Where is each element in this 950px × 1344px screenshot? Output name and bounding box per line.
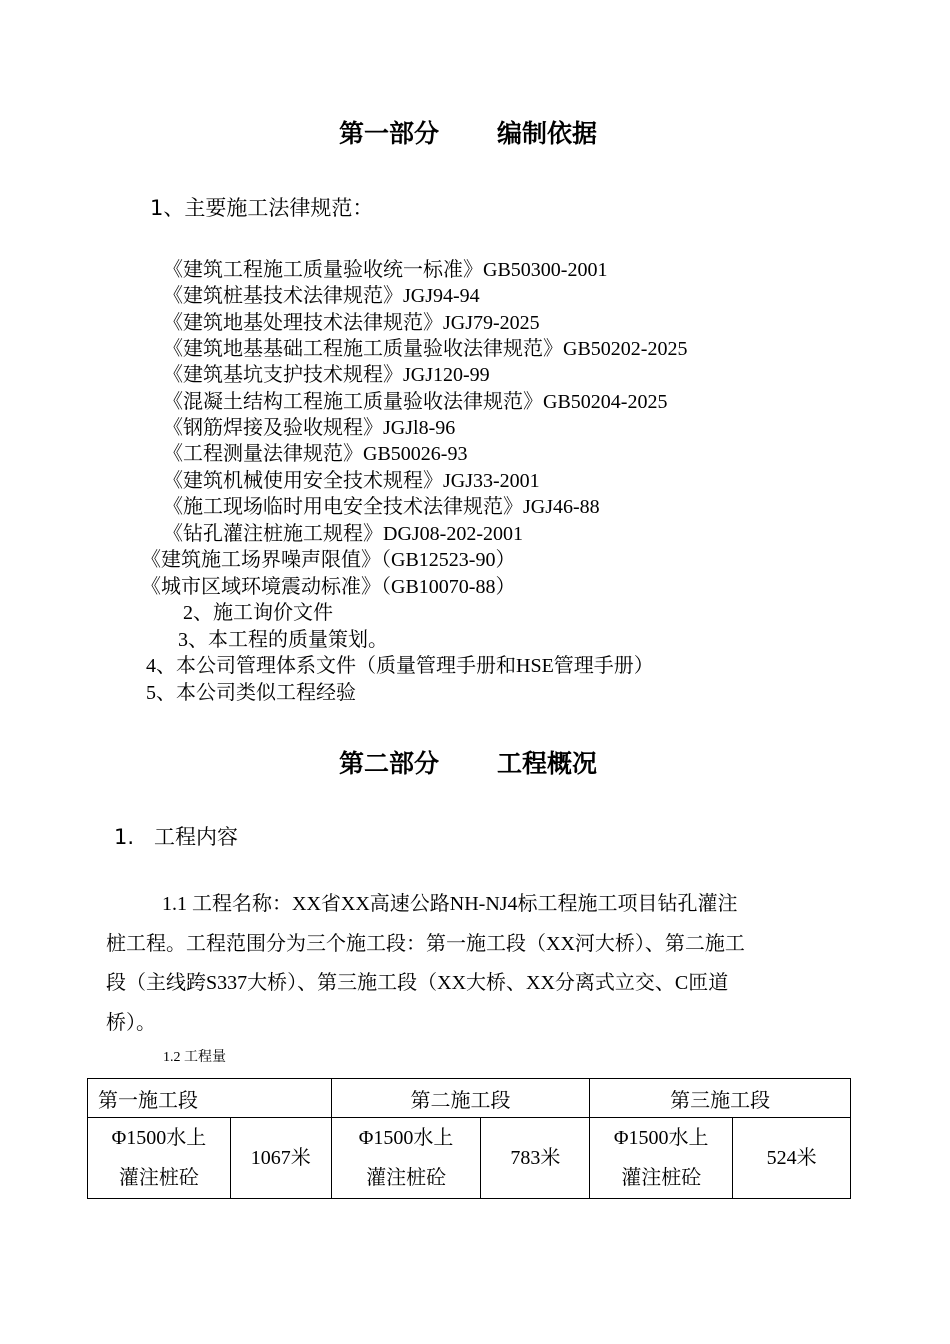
project-paragraph-line: 桥）。 [106,1012,156,1034]
table-row [88,1118,851,1199]
reference-item: 《城市区域环境震动标准》（GB10070-88） [141,576,516,598]
basis-item: 3、本工程的质量策划。 [178,629,388,651]
quantity-table [87,1078,851,1199]
part1-title-a: 第一部分 [339,119,440,148]
table-cell-item: Φ1500水上 灌注桩砼 [88,1118,231,1199]
table-header-cell: 第一施工段 [88,1079,332,1118]
project-paragraph-line: 段（主线跨S337大桥）、第三施工段（XX大桥、XX分离式立交、C匝道 [106,972,729,994]
reference-item: 《工程测量法律规范》GB50026-93 [163,443,468,465]
part1-section-heading: 1、主要施工法律规范： [150,196,374,220]
reference-item: 《混凝土结构工程施工质量验收法律规范》GB50204-2025 [163,391,668,413]
table-cell-item: Φ1500水上 灌注桩砼 [331,1118,481,1199]
project-paragraph-line: 1.1 工程名称：XX省XX高速公路NH-NJ4标工程施工项目钻孔灌注 [162,893,738,915]
part1-title-b: 编制依据 [497,119,598,148]
reference-item: 《建筑基坑支护技术规程》JGJ120-99 [163,364,490,386]
basis-item: 4、本公司管理体系文件（质量管理手册和HSE管理手册） [146,655,654,677]
table-cell-amount: 1067米 [230,1118,331,1199]
reference-item: 《施工现场临时用电安全技术法律规范》JGJ46-88 [163,496,600,518]
reference-item: 《钻孔灌注桩施工规程》DGJ08-202-2001 [163,523,523,545]
reference-item: 《建筑桩基技术法律规范》JGJ94-94 [163,285,480,307]
table-header-row [88,1079,851,1118]
reference-item: 《建筑地基基础工程施工质量验收法律规范》GB50202-2025 [163,338,688,360]
table-header-cell: 第二施工段 [331,1079,590,1118]
quantity-label: 1.2 工程量 [163,1050,226,1065]
part2-title-b: 工程概况 [497,749,598,778]
reference-item: 《建筑工程施工质量验收统一标准》GB50300-2001 [163,259,608,281]
part2-title-a: 第二部分 [339,749,440,778]
reference-item: 《建筑地基处理技术法律规范》JGJ79-2025 [163,312,540,334]
table-header-cell: 第三施工段 [590,1079,851,1118]
reference-item: 《钢筋焊接及验收规程》JGJl8-96 [163,417,456,439]
project-paragraph-line: 桩工程。工程范围分为三个施工段：第一施工段（XX河大桥）、第二施工 [106,933,745,955]
table-cell-item: Φ1500水上 灌注桩砼 [590,1118,733,1199]
basis-item: 5、本公司类似工程经验 [146,682,356,704]
reference-item: 《建筑机械使用安全技术规程》JGJ33-2001 [163,470,540,492]
reference-item: 《建筑施工场界噪声限值》（GB12523-90） [141,549,516,571]
part2-section-heading: 1. 工程内容 [114,825,239,849]
table-cell-amount: 524米 [733,1118,851,1199]
table-cell-amount: 783米 [481,1118,590,1199]
basis-item: 2、施工询价文件 [183,602,333,624]
